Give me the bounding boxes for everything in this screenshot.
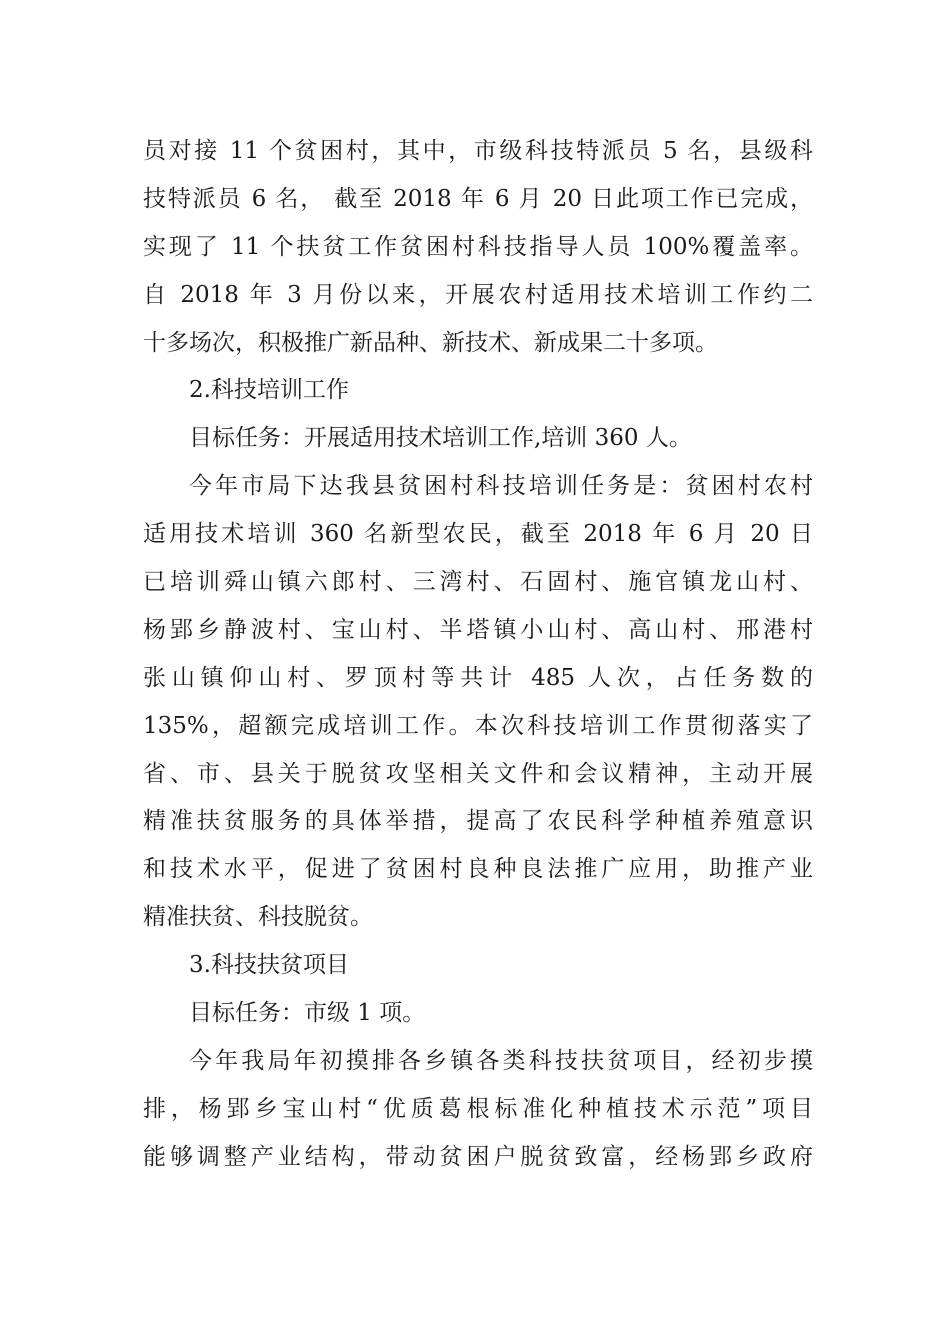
text-line: 今年我局年初摸排各乡镇各类科技扶贫项目，经初步摸 [189,1047,813,1074]
text-line: 员对接 11 个贫困村，其中，市级科技特派员 5 名，县级科 [143,138,813,164]
text-line: 自 2018 年 3 月份以来，开展农村适用技术培训工作约二 [143,281,813,308]
text-line: 和技术水平，促进了贫困村良种良法推广应用，助推产业 [143,856,813,883]
section-heading-2: 2.科技培训工作 [189,377,349,404]
text-line: 135%，超额完成培训工作。本次科技培训工作贯彻落实了 [143,712,813,739]
text-line: 排，杨郢乡宝山村“优质葛根标准化种植技术示范”项目 [143,1095,813,1122]
text-line: 精准扶贫服务的具体举措，提高了农民科学种植养殖意识 [143,808,813,835]
text-line: 技特派员 6 名， 截至 2018 年 6 月 20 日此项工作已完成， [143,185,813,212]
text-line: 杨郢乡静波村、宝山村、半塔镇小山村、高山村、邢港村 [143,616,813,643]
text-line: 今年市局下达我县贫困村科技培训任务是：贫困村农村 [189,473,813,500]
text-line: 精准扶贫、科技脱贫。 [143,904,373,931]
text-line: 省、市、县关于脱贫攻坚相关文件和会议精神，主动开展 [143,760,813,787]
text-line: 十多场次，积极推广新品种、新技术、新成果二十多项。 [143,329,718,356]
target-task-line: 目标任务：市级 1 项。 [189,1000,426,1027]
text-line: 实现了 11 个扶贫工作贫困村科技指导人员 100%覆盖率。 [143,233,813,260]
target-task-line: 目标任务：开展适用技术培训工作,培训 360 人。 [189,425,692,452]
text-line: 适用技术培训 360 名新型农民，截至 2018 年 6 月 20 日 [143,521,813,548]
section-heading-3: 3.科技扶贫项目 [189,952,349,979]
text-line: 已培训舜山镇六郎村、三湾村、石固村、施官镇龙山村、 [143,569,813,596]
text-line: 张山镇仰山村、罗顶村等共计 485 人次，占任务数的 [143,664,813,691]
text-line: 能够调整产业结构，带动贫困户脱贫致富，经杨郢乡政府 [143,1143,813,1170]
body-text [143,128,813,1182]
